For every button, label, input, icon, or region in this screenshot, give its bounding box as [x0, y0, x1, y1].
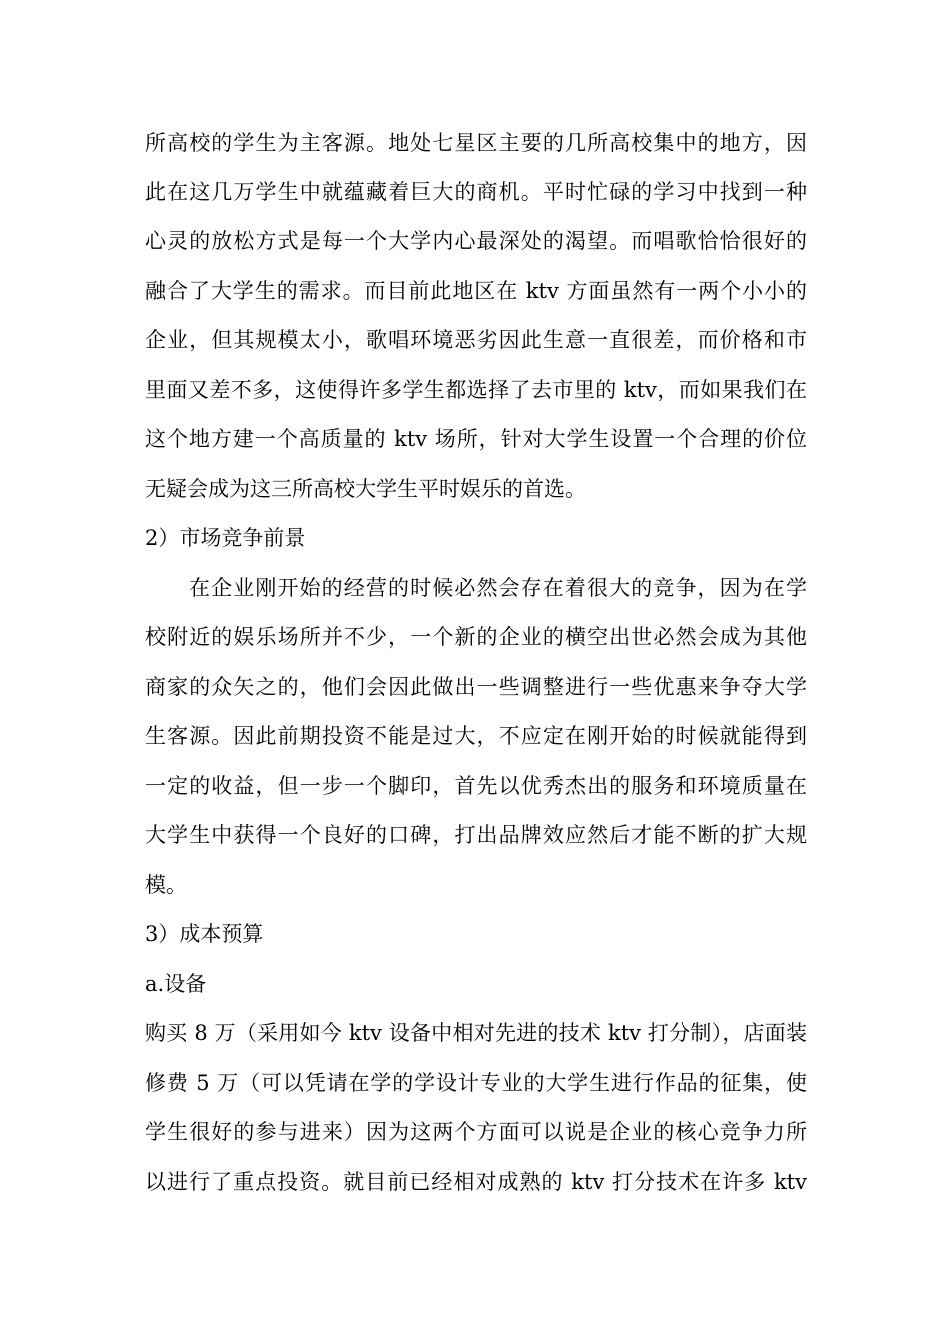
- body-line: 生客源。因此前期投资不能是过大，不应定在刚开始的时候就能得到: [145, 724, 807, 748]
- body-line: 学生很好的参与进来）因为这两个方面可以说是企业的核心竞争力所: [145, 1120, 807, 1144]
- body-line: 在企业刚开始的经营的时候必然会存在着很大的竞争，因为在学: [189, 576, 807, 600]
- body-line: 购买 8 万（采用如今 ktv 设备中相对先进的技术 ktv 打分制），店面装: [145, 1021, 807, 1045]
- body-line: 企业，但其规模太小，歌唱环境恶劣因此生意一直很差，而价格和市: [145, 328, 807, 352]
- body-line: 大学生中获得一个良好的口碑，打出品牌效应然后才能不断的扩大规: [145, 823, 807, 847]
- body-line: 模。: [145, 873, 187, 897]
- body-line: 心灵的放松方式是每一个大学内心最深处的渴望。而唱歌恰恰很好的: [145, 229, 807, 253]
- body-line: 所高校的学生为主客源。地处七星区主要的几所高校集中的地方，因: [145, 131, 807, 155]
- body-line: 校附近的娱乐场所并不少，一个新的企业的横空出世必然会成为其他: [145, 625, 807, 649]
- section-heading-market-competition: 2）市场竞争前景: [145, 526, 306, 550]
- body-line: 一定的收益，但一步一个脚印，首先以优秀杰出的服务和环境质量在: [145, 774, 807, 798]
- body-line: 这个地方建一个高质量的 ktv 场所，针对大学生设置一个合理的价位: [145, 427, 807, 451]
- body-line: 无疑会成为这三所高校大学生平时娱乐的首选。: [145, 477, 586, 501]
- section-heading-cost-budget: 3）成本预算: [145, 922, 264, 946]
- subsection-heading-equipment: a.设备: [145, 972, 207, 996]
- body-line: 融合了大学生的需求。而目前此地区在 ktv 方面虽然有一两个小小的: [145, 279, 807, 303]
- body-line: 此在这几万学生中就蕴藏着巨大的商机。平时忙碌的学习中找到一种: [145, 180, 807, 204]
- body-line: 以进行了重点投资。就目前已经相对成熟的 ktv 打分技术在许多 ktv: [145, 1170, 807, 1194]
- body-line: 商家的众矢之的，他们会因此做出一些调整进行一些优惠来争夺大学: [145, 675, 807, 699]
- body-line: 里面又差不多，这使得许多学生都选择了去市里的 ktv，而如果我们在: [145, 378, 807, 402]
- body-line: 修费 5 万（可以凭请在学的学设计专业的大学生进行作品的征集，使: [145, 1071, 807, 1095]
